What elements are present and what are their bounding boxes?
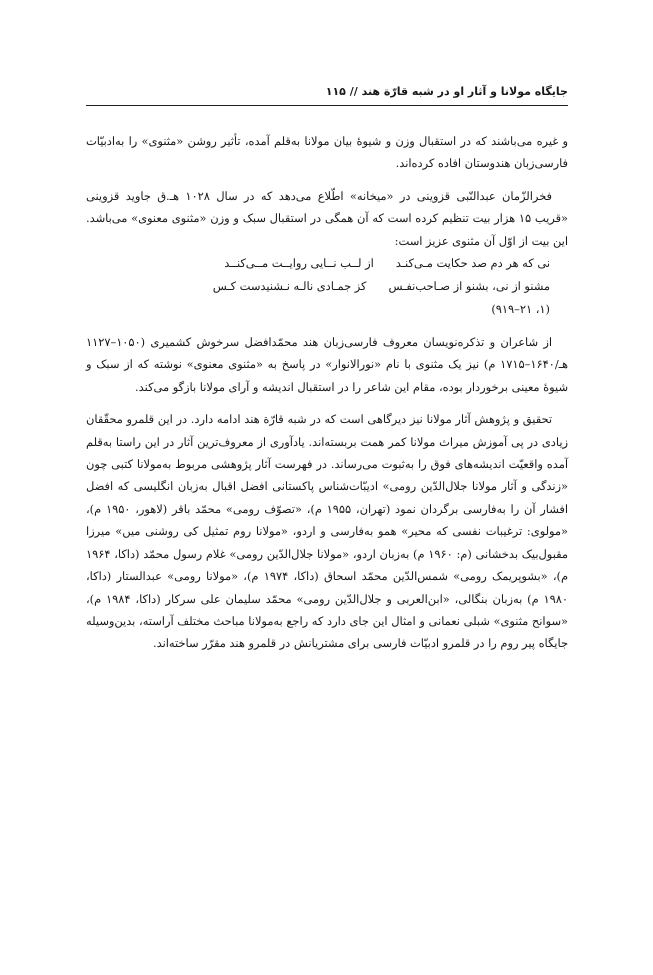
paragraph-2: فخرالزّمان عبدالنّبی قزوینی در «میخانه» اطّلاع می‌دهد که در سال ۱۰۲۸ هـ.ق جاوید قزوینی «قریب ۱۵ هزار بیت تنظیم کرده است که آن همگی در استقبال سبک و وزن «مثنوی معنوی» می‌باشد. این بیت از اوّل آن مثنوی عزیز است:	[86, 188, 568, 248]
paragraph-gap	[86, 175, 568, 185]
running-head: جایگاه مولانا و آثار او در شبه قارّة هند // ۱۱۵	[86, 84, 568, 106]
verse-hemistich-second: کز جمـادی نالـه نـشنیدست کـس	[212, 279, 367, 294]
verse-line	[86, 252, 550, 275]
verse-block	[86, 252, 550, 298]
paragraph-gap	[86, 321, 568, 331]
verse-line	[86, 275, 550, 298]
verse-hemistich-first: نی که هر دم صد حکایت مـی‌کنـد	[395, 256, 550, 271]
verse-hemistich-second: از لــب نــایی روایــت مــی‌کنــد	[224, 256, 374, 271]
verse-citation: (۱، ۲۱–۹۱۹)	[491, 302, 550, 317]
paragraph-4: تحقیق و پژوهش آثار مولانا نیز دیرگاهی است که در شبه قارّة هند ادامه دارد. در این قلمرو محقّقان زیادی در پی آموزش میراث مولانا کمر همت بربسته‌اند. یادآوری از معروف‌ترین آثار در این راستا به‌قلم آمده واقعیّت اندیشه‌های فوق را به‌ثبوت می‌رساند. در فهرست آثار پژوهشی مربوط به‌مولانا کتبی چون «زندگی و آثار مولانا جلال‌الدّین رومی» ادیبّات‌شناس پاکستانی افضل اقبال به‌زبان انگلیسی که افضل افشار آن را به‌فارسی برگردان نمود (تهران، ۱۹۵۵ م)، «تصوّف رومی» محمّد باقر (لاهور، ۱۹۵۰ م)، «مولوی: ترغیبات نفسی که محیر» همو به‌فارسی و اردو، «مولانا روم تمثیل کی روشنی میں» میرزا مقبول‌بیک بدخشانی (م: ۱۹۶۰ م) به‌زبان اردو، «مولانا جلال‌الدّین رومی» غلام رسول محمّد (داکا، ۱۹۶۴ م)، «بشوپریمک رومی» شمس‌الدّین محمّد اسحاق (داکا، ۱۹۷۴ م)، «مولانا رومی» عبدالستار (داکا، ۱۹۸۰ م) به‌زبان بنگالی، «ابن‌العربی و جلال‌الدّین رومی» محمّد سلیمان علی سرکار (داکا، ۱۹۸۴ م)، «سوانح مثنوی» شبلی نعمانی و امثال این جای دارد که راجع به‌مولانا مباحث مختلف آراسته، بدین‌وسیله جایگاه پیر روم را در قلمرو ادبیّات فارسی برای مشتریانش در قلمرو هند مقرّر ساخته‌اند.	[86, 412, 569, 651]
paragraph-3: از شاعران و تذکره‌نویسان معروف فارسی‌زبان هند محمّدافضل سرخوش کشمیری (۱۰۵۰–۱۱۲۷ هـ/۱۶۴۰–۱۷۱۵ م) نیز یک مثنوی با نام «نورالانوار» در پاسخ به «مثنوی معنوی» نوشته که از سبک و شیوهٔ معینی برخوردار بوده، مقام این شاعر را در استقبال اندیشه و آرای مولانا بازگو می‌کند.	[86, 335, 568, 394]
paragraph-gap	[86, 398, 568, 408]
verse-hemistich-first: مشنو از نی، بشنو از صـاحب‌نفـس	[388, 279, 550, 294]
paragraph-1: و غیره می‌باشند که در استقبال وزن و شیوهٔ بیان مولانا به‌قلم آمده، تأثیر روشن «مثنوی» را به‌ادبیّات فارسی‌زبان هندوستان افاده کرده‌اند.	[86, 134, 568, 171]
document-page	[86, 84, 568, 655]
